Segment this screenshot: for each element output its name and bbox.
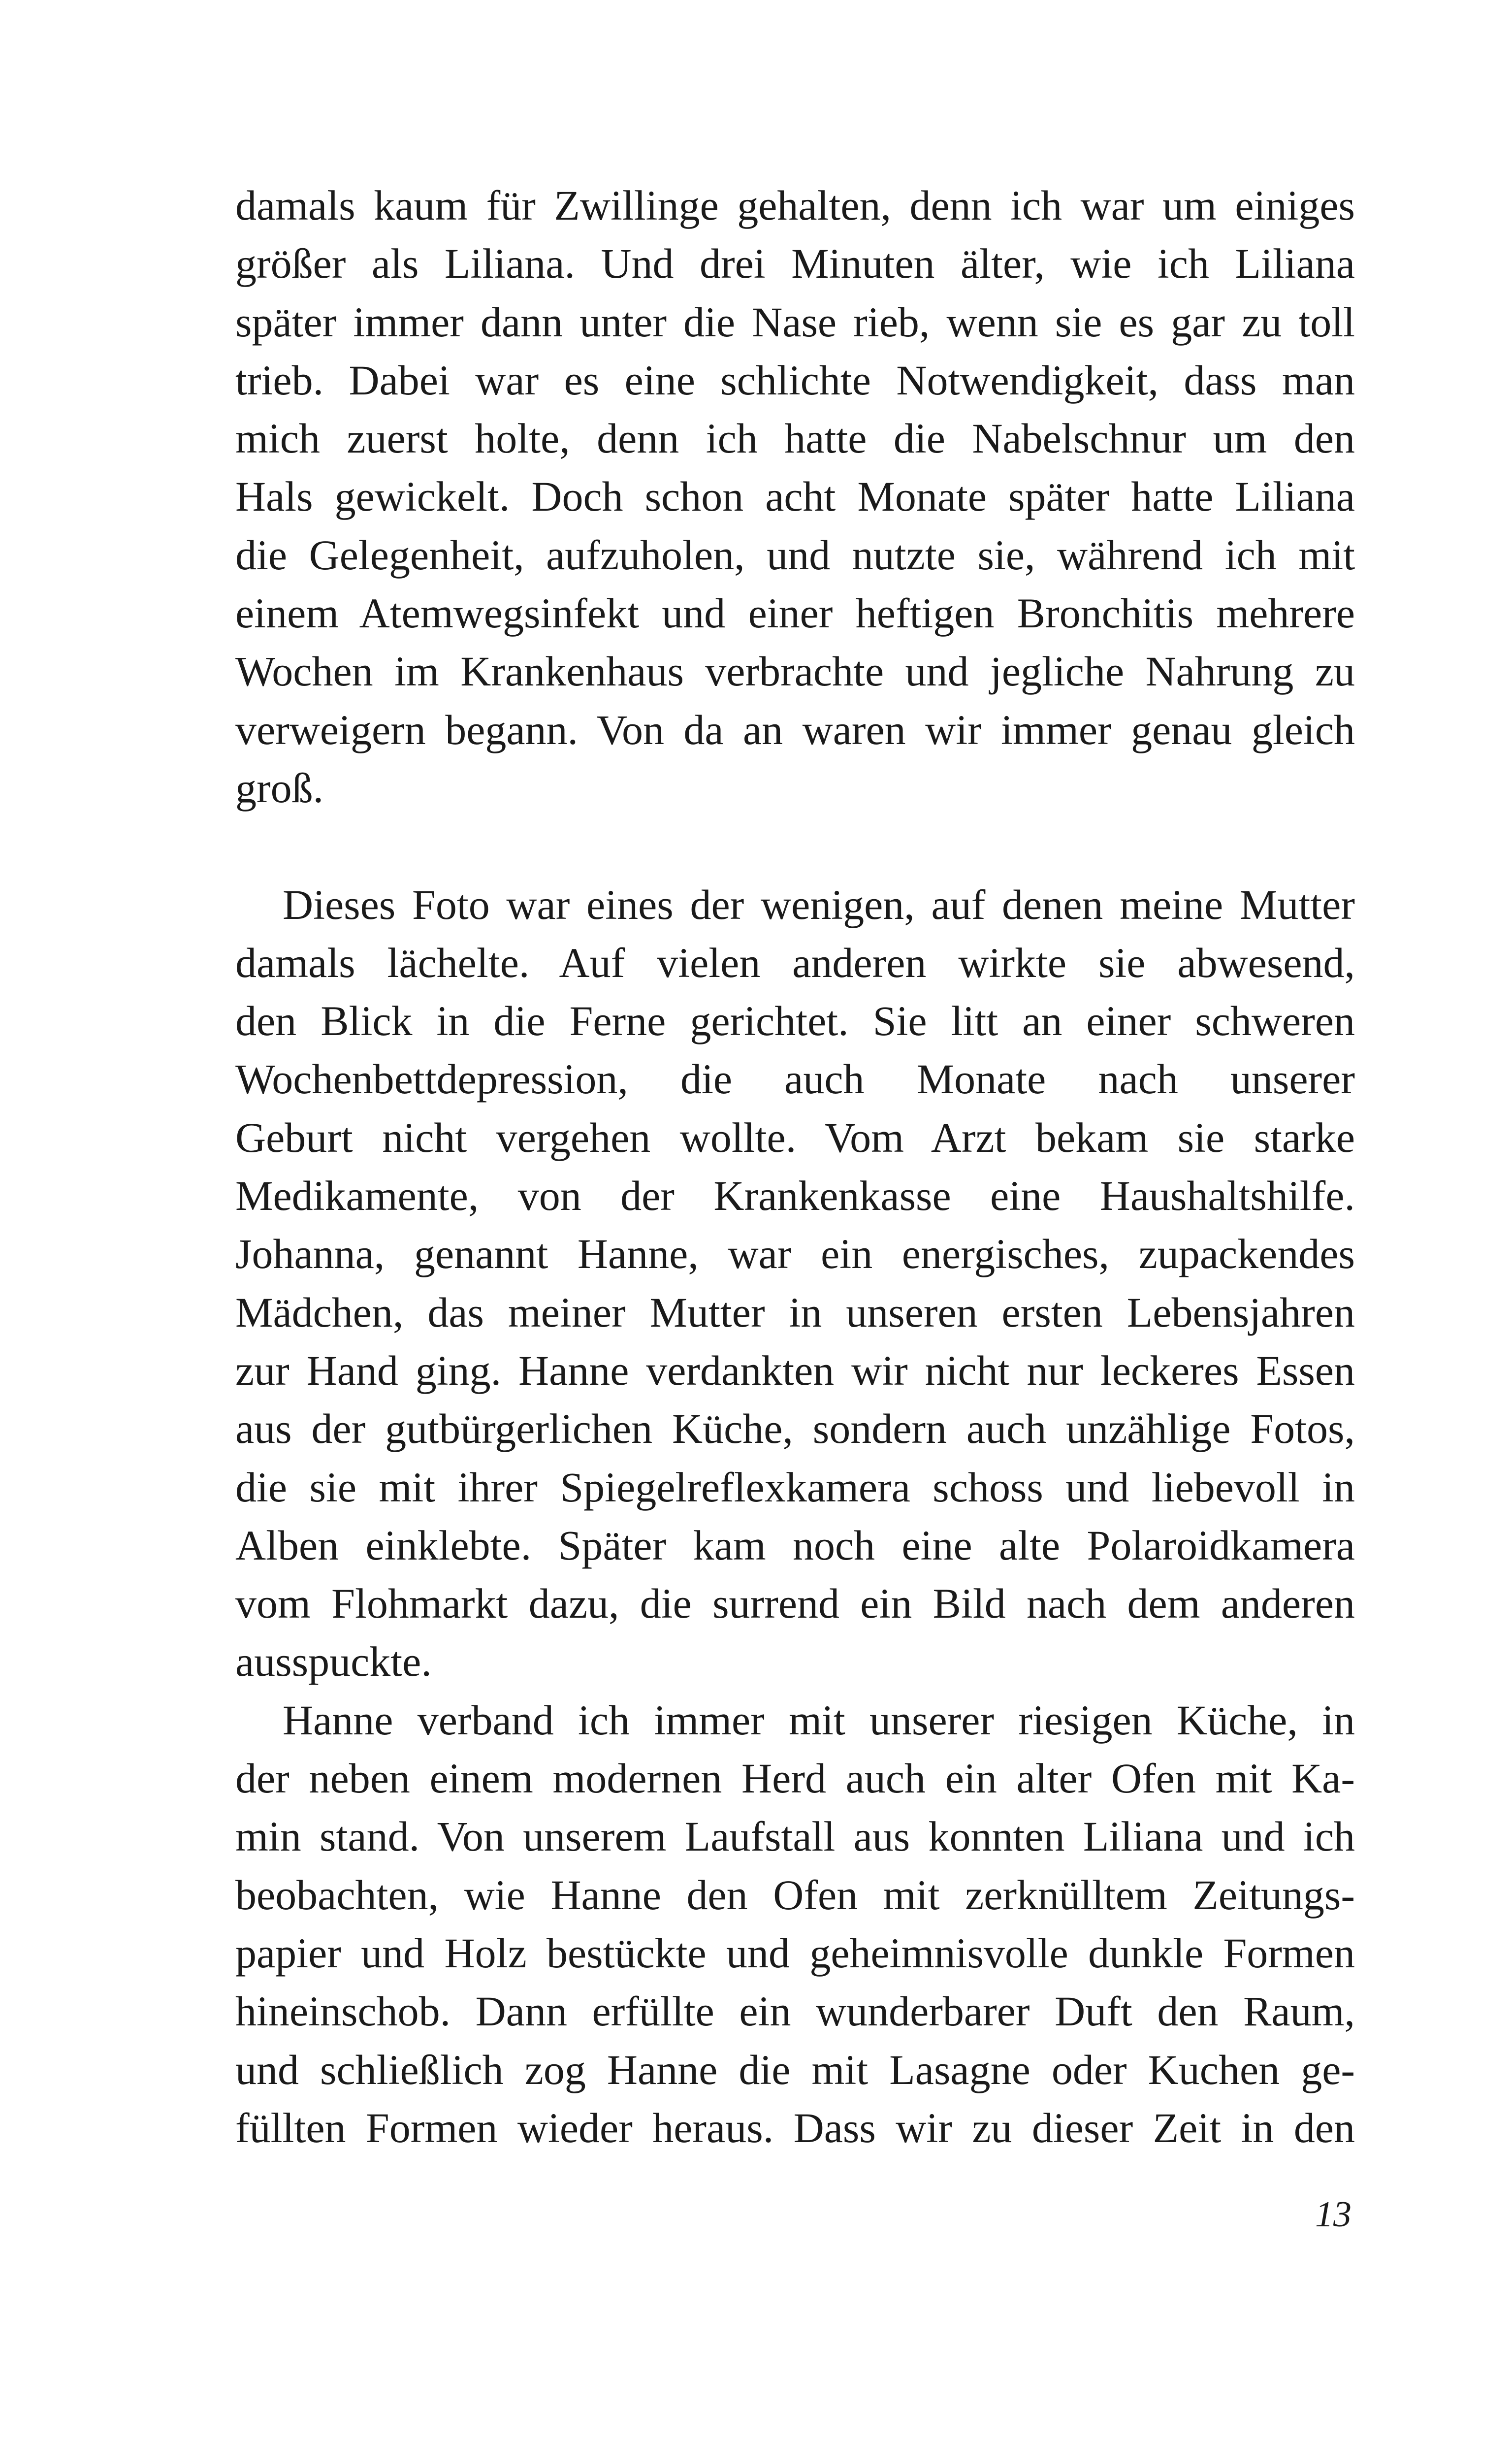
body-text [235,176,1355,2157]
paragraph-gap [235,817,1355,875]
text-line: groß. [235,764,324,812]
text-line: Mädchen, das meiner Mutter in unseren ersten Lebensjahren [235,1288,1355,1336]
text-line: hineinschob. Dann erfüllte ein wunderbarer Duft den Raum, [235,1987,1355,2035]
text-line: damals lächelte. Auf vielen anderen wirkte sie abwesend, [235,939,1355,986]
text-line: papier und Holz bestückte und geheimnisvolle dunkle Formen [235,1929,1355,1977]
paragraph [235,876,1355,1691]
text-line: der neben einem modernen Herd auch ein alter Ofen mit Ka- [235,1755,1355,1802]
text-line: die sie mit ihrer Spiegelreflexkamera schoss und liebevoll in [235,1463,1355,1511]
page-number: 13 [1315,2194,1351,2235]
text-line: Dieses Foto war eines der wenigen, auf denen meine Mutter [283,880,1355,928]
text-line: und schließlich zog Hanne die mit Lasagne oder Kuchen ge- [235,2046,1355,2093]
text-line: Geburt nicht vergehen wollte. Vom Arzt bekam sie starke [235,1113,1355,1161]
paragraph [235,176,1355,817]
text-line: später immer dann unter die Nase rieb, wenn sie es gar zu toll [235,298,1355,346]
text-line: trieb. Dabei war es eine schlichte Notwendigkeit, dass man [235,356,1355,404]
text-line: Johanna, genannt Hanne, war ein energisches, zupackendes [235,1230,1355,1278]
text-line: Wochenbettdepression, die auch Monate nach unserer [235,1055,1355,1103]
text-line: vom Flohmarkt dazu, die surrend ein Bild nach dem anderen [235,1580,1355,1628]
text-line: füllten Formen wieder heraus. Dass wir zu dieser Zeit in den [235,2104,1355,2151]
text-line: Hanne verband ich immer mit unserer riesigen Küche, in [283,1696,1355,1744]
text-line: aus der gutbürgerlichen Küche, sondern auch unzählige Fotos, [235,1405,1355,1453]
text-line: größer als Liliana. Und drei Minuten älter, wie ich Liliana [235,240,1355,288]
text-line: den Blick in die Ferne gerichtet. Sie litt an einer schweren [235,997,1355,1045]
text-line: damals kaum für Zwillinge gehalten, denn ich war um einiges [235,182,1355,229]
text-line: min stand. Von unserem Laufstall aus konnten Liliana und ich [235,1813,1355,1860]
text-line: Hals gewickelt. Doch schon acht Monate später hatte Liliana [235,473,1355,521]
text-line: Wochen im Krankenhaus verbrachte und jegliche Nahrung zu [235,648,1355,695]
text-line: einem Atemwegsinfekt und einer heftigen Bronchitis mehrere [235,589,1355,637]
text-line: verweigern begann. Von da an waren wir immer genau gleich [235,706,1355,753]
text-line: mich zuerst holte, denn ich hatte die Nabelschnur um den [235,415,1355,462]
text-line: Alben einklebte. Später kam noch eine alte Polaroidkamera [235,1521,1355,1569]
text-line: ausspuckte. [235,1638,432,1686]
text-line: die Gelegenheit, aufzuholen, und nutzte sie, während ich mit [235,531,1355,579]
text-line: beobachten, wie Hanne den Ofen mit zerknülltem Zeitungs- [235,1871,1355,1919]
text-line: Medikamente, von der Krankenkasse eine Haushaltshilfe. [235,1172,1355,1220]
text-line: zur Hand ging. Hanne verdankten wir nicht nur leckeres Essen [235,1346,1355,1394]
paragraph [235,1691,1355,2157]
